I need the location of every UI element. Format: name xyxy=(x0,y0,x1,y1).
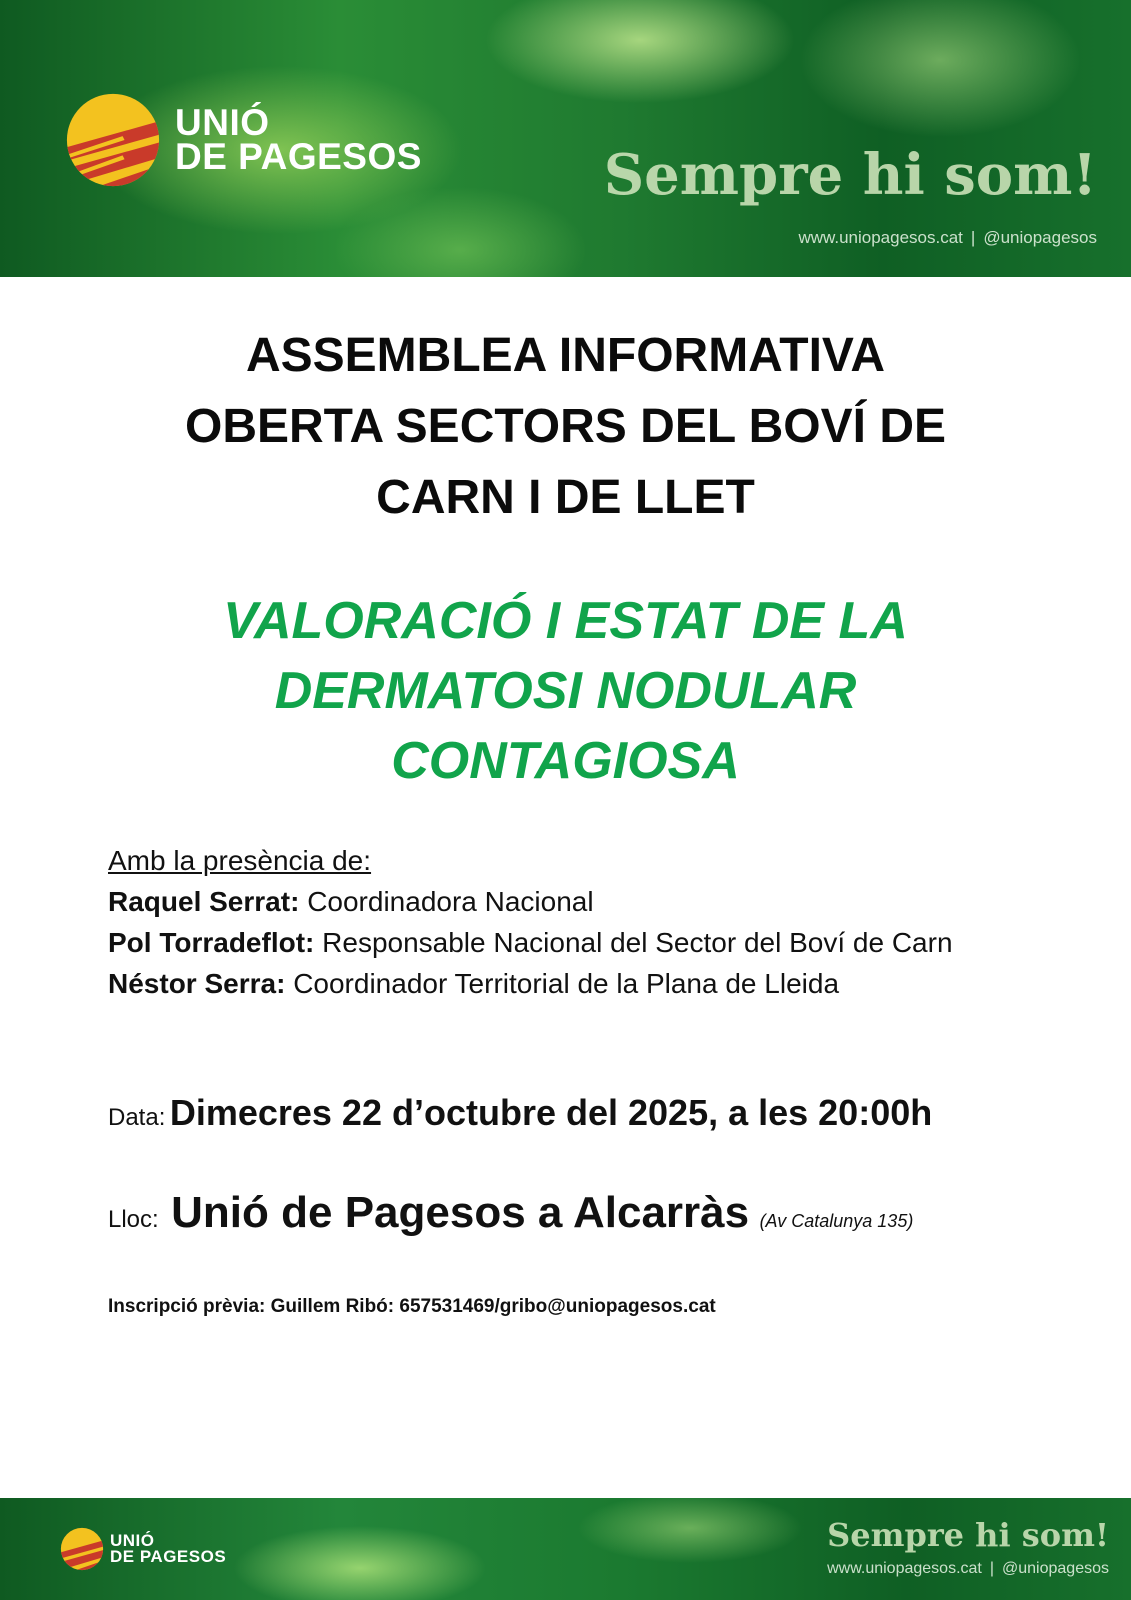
speakers-section xyxy=(108,840,953,1004)
speaker-row xyxy=(108,881,953,922)
link-separator: | xyxy=(989,1560,995,1577)
footer-web-links xyxy=(827,1560,1109,1578)
subtitle-line: DERMATOSI NODULAR xyxy=(274,662,857,720)
logo-emblem-icon xyxy=(65,92,161,188)
logo-line-2: DE PAGESOS xyxy=(175,136,422,177)
place-value: Unió de Pagesos a Alcarràs xyxy=(171,1188,750,1237)
social-handle[interactable]: @uniopagesos xyxy=(1002,1560,1109,1577)
footer-slogan: Sempre hi som! xyxy=(827,1516,1109,1554)
logo-line-2: DE PAGESOS xyxy=(110,1547,227,1566)
logo-line-1: UNIÓ xyxy=(175,101,270,143)
logo-emblem-icon xyxy=(60,1527,104,1571)
speaker-row xyxy=(108,963,953,1004)
subtitle-line: CONTAGIOSA xyxy=(391,732,740,790)
footer-banner xyxy=(0,1498,1131,1600)
title-line: CARN I DE LLET xyxy=(376,471,755,524)
speaker-role: Responsable Nacional del Sector del Boví de Carn xyxy=(322,927,953,958)
website-link[interactable]: www.uniopagesos.cat xyxy=(827,1560,982,1577)
web-links xyxy=(798,228,1097,248)
speaker-name: Pol Torradeflot: xyxy=(108,927,315,958)
place-address: (Av Catalunya 135) xyxy=(759,1211,914,1231)
logo-wordmark xyxy=(110,1533,226,1564)
slogan: Sempre hi som! xyxy=(603,142,1097,208)
speakers-intro: Amb la presència de: xyxy=(108,845,372,876)
link-separator: | xyxy=(970,228,976,247)
subtitle-line: VALORACIÓ I ESTAT DE LA xyxy=(223,592,908,650)
logo-wordmark xyxy=(175,101,422,177)
event-date xyxy=(108,1092,932,1134)
speaker-role: Coordinador Territorial de la Plana de Lleida xyxy=(293,968,840,999)
speaker-row xyxy=(108,922,953,963)
event-place xyxy=(108,1188,913,1238)
logo-line-1: UNIÓ xyxy=(110,1531,155,1551)
brand-logo[interactable] xyxy=(65,92,422,188)
date-label: Data: xyxy=(108,1104,166,1131)
date-value: Dimecres 22 d’octubre del 2025, a les 20:00h xyxy=(169,1092,933,1133)
speaker-name: Raquel Serrat: xyxy=(108,886,300,917)
page-title xyxy=(0,320,1131,533)
place-label: Lloc: xyxy=(108,1206,159,1233)
registration-info: Inscripció prèvia: Guillem Ribó: 657531469/gribo@uniopagesos.cat xyxy=(108,1296,716,1317)
page-subtitle xyxy=(0,586,1131,796)
social-handle[interactable]: @uniopagesos xyxy=(983,228,1097,247)
website-link[interactable]: www.uniopagesos.cat xyxy=(798,228,963,247)
footer-brand-logo[interactable] xyxy=(60,1527,226,1571)
speaker-name: Néstor Serra: xyxy=(108,968,286,999)
title-line: OBERTA SECTORS DEL BOVÍ DE xyxy=(185,400,946,453)
speaker-role: Coordinadora Nacional xyxy=(307,886,594,917)
title-line: ASSEMBLEA INFORMATIVA xyxy=(245,329,886,382)
header-banner xyxy=(0,0,1131,277)
